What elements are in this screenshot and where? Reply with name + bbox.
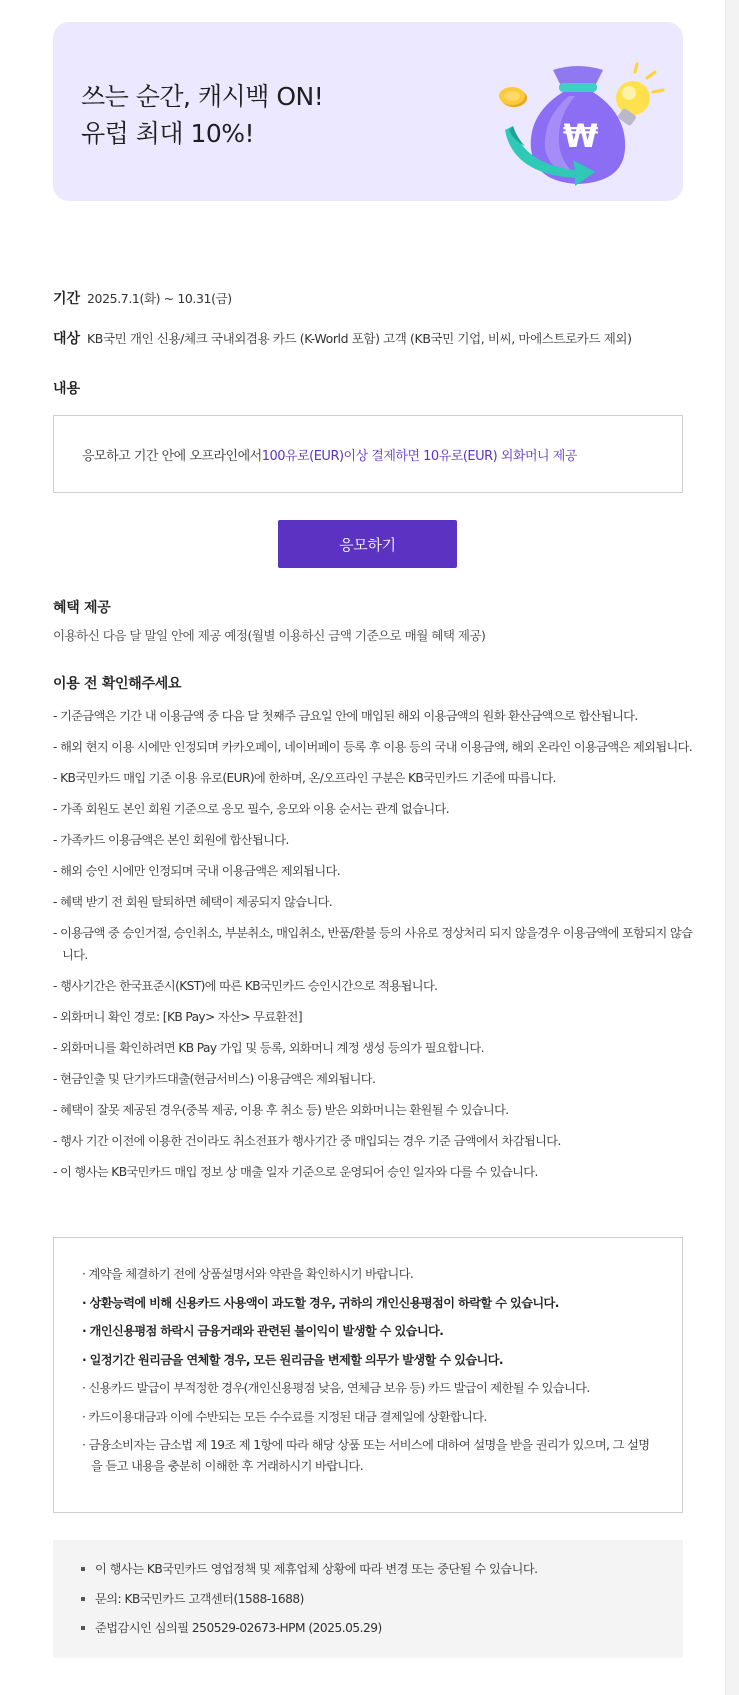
bullet-icon	[81, 1567, 85, 1571]
benefit-heading: 혜택 제공	[53, 600, 111, 616]
notes-item: - 기준금액은 기간 내 이용금액 중 다음 달 첫째주 금요일 안에 매입된 해외 이용금액의 원화 환산금액으로 합산됩니다.	[53, 709, 638, 723]
bullet-icon	[81, 1626, 85, 1630]
period-row	[53, 288, 693, 308]
notes-item: - 혜택 받기 전 회원 탈퇴하면 혜택이 제공되지 않습니다.	[53, 895, 333, 909]
footer-item	[81, 1559, 655, 1579]
footer-item-text: 준법감시인 심의필 250529-02673-HPM (2025.05.29)	[95, 1621, 382, 1635]
content-label: 내용	[53, 381, 81, 397]
target-row	[53, 328, 693, 348]
footer-item	[81, 1618, 655, 1638]
footer-item-text: 이 행사는 KB국민카드 영업정책 및 제휴업체 상황에 따라 변경 또는 중단될 수 있습니다.	[95, 1562, 538, 1576]
notes-item: - 외화머니 확인 경로: [KB Pay> 자산> 무료환전]	[53, 1010, 303, 1024]
lightbulb-icon	[616, 64, 663, 127]
coin-icon	[499, 87, 527, 107]
target-label: 대상	[53, 331, 81, 347]
banner-title-line1: 쓰는 순간, 캐시백 ON!	[81, 82, 324, 111]
event-banner	[53, 22, 683, 201]
content-box	[53, 415, 683, 493]
notes-item: - 해외 승인 시에만 인정되며 국내 이용금액은 제외됩니다.	[53, 864, 340, 878]
notes-item: - 행사 기간 이전에 이용한 건이라도 취소전표가 행사기간 중 매입되는 경우 기준 금액에서 차감됩니다.	[53, 1134, 561, 1148]
notes-heading: 이용 전 확인해주세요	[53, 676, 182, 692]
legal-item: · 일정기간 원리금을 연체할 경우, 모든 원리금을 변제할 의무가 발생할 수 있습니다.	[82, 1352, 503, 1367]
period-label: 기간	[53, 291, 81, 307]
notes-list	[53, 705, 693, 1192]
footer-item	[81, 1589, 655, 1609]
notes-item: - 혜택이 잘못 제공된 경우(중복 제공, 이용 후 취소 등) 받은 외화머니는 환원될 수 있습니다.	[53, 1103, 509, 1117]
legal-item: · 개인신용평점 하락시 금융거래와 관련된 불이익이 발생할 수 있습니다.	[82, 1324, 444, 1338]
notes-item: - 가족 회원도 본인 회원 기준으로 응모 필수, 응모와 이용 순서는 관계 없습니다.	[53, 802, 450, 816]
period-value: 2025.7.1(화) ~ 10.31(금)	[87, 291, 232, 306]
content-text-plain: 응모하고 기간 안에 오프라인에서	[82, 448, 262, 464]
legal-list	[82, 1264, 654, 1477]
bullet-icon	[81, 1597, 85, 1601]
svg-text:₩: ₩	[563, 117, 599, 155]
money-bag-illustration	[483, 34, 673, 194]
legal-item: · 카드이용대금과 이에 수반되는 모든 수수료를 지정된 대금 결제일에 상환합니다.	[82, 1409, 487, 1424]
banner-title-line2: 유럽 최대 10%!	[81, 119, 255, 148]
page-scrollbar[interactable]	[725, 0, 739, 1695]
notes-item: - 외화머니를 확인하려면 KB Pay 가입 및 등록, 외화머니 계정 생성 등의가 필요합니다.	[53, 1041, 484, 1055]
legal-item: · 신용카드 발급이 부적정한 경우(개인신용평점 낮음, 연체금 보유 등) 카드 발급이 제한될 수 있습니다.	[82, 1381, 590, 1395]
benefit-text: 이용하신 다음 달 말일 안에 제공 예정(월별 이용하신 금액 기준으로 매월 혜택 제공)	[53, 628, 486, 643]
legal-item: · 금융소비자는 금소법 제 19조 제 1항에 따라 해당 상품 또는 서비스에 대하여 설명을 받을 권리가 있으며, 그 설명을 듣고 내용을 충분히 이해한 후 거래하시기 바랍니다.	[82, 1438, 650, 1473]
notes-item: - 행사기간은 한국표준시(KST)에 따른 KB국민카드 승인시간으로 적용됩니다.	[53, 979, 438, 993]
target-value: KB국민 개인 신용/체크 국내외겸용 카드 (K-World 포함) 고객 (KB국민 기업, 비씨, 마에스트로카드 제외)	[87, 331, 632, 346]
legal-item: · 계약을 체결하기 전에 상품설명서와 약관을 확인하시기 바랍니다.	[82, 1267, 414, 1281]
legal-item: · 상환능력에 비해 신용카드 사용액이 과도할 경우, 귀하의 개인신용평점이 하락할 수 있습니다.	[82, 1295, 559, 1310]
notes-item: - 해외 현지 이용 시에만 인정되며 카카오페이, 네이버페이 등록 후 이용 등의 국내 이용금액, 해외 온라인 이용금액은 제외됩니다.	[53, 740, 693, 754]
apply-button[interactable]: 응모하기	[278, 520, 457, 568]
banner-title	[81, 78, 323, 152]
legal-notice-box	[53, 1237, 683, 1513]
notes-item: - 이 행사는 KB국민카드 매입 정보 상 매출 일자 기준으로 운영되어 승인 일자와 다를 수 있습니다.	[53, 1165, 538, 1179]
content-text-accent: 100유로(EUR)이상 결제하면 10유로(EUR) 외화머니 제공	[261, 448, 577, 464]
footer-item-text: 문의: KB국민카드 고객센터(1588-1688)	[95, 1591, 304, 1606]
footer-notice-box	[53, 1540, 683, 1658]
notes-item: - 이용금액 중 승인거절, 승인취소, 부분취소, 매입취소, 반품/환불 등의 사유로 정상처리 되지 않을경우 이용금액에 포함되지 않습니다.	[53, 926, 693, 962]
notes-item: - 현금인출 및 단기카드대출(현금서비스) 이용금액은 제외됩니다.	[53, 1072, 376, 1086]
notes-item: - KB국민카드 매입 기준 이용 유로(EUR)에 한하며, 온/오프라인 구분은 KB국민카드 기준에 따릅니다.	[53, 771, 556, 785]
notes-item: - 가족카드 이용금액은 본인 회원에 합산됩니다.	[53, 833, 289, 847]
footer-list	[81, 1559, 655, 1638]
